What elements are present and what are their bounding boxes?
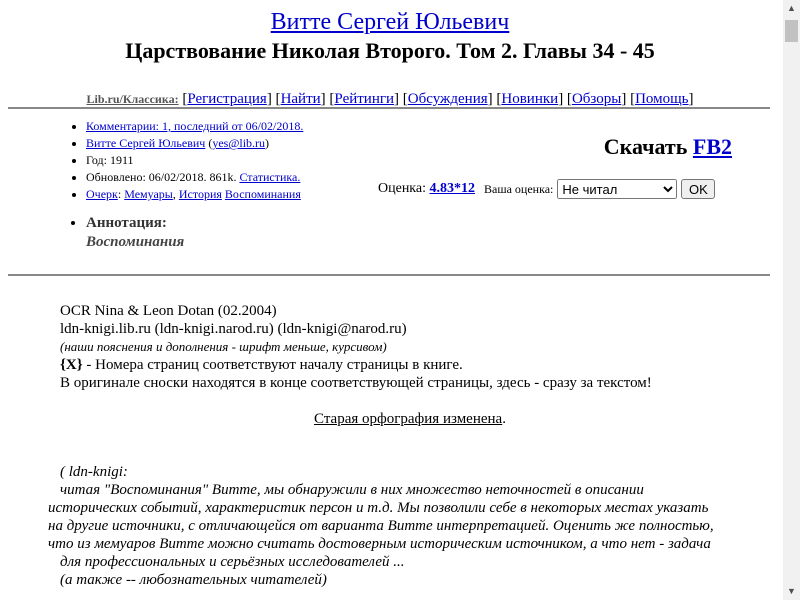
top-navigation: Lib.ru/Классика: [Регистрация] [Найти] [Рейтинги] [Обсуждения] [Новинки] [Обзоры] [Помощь]	[86, 91, 694, 107]
rating-ok-button[interactable]: OK	[681, 179, 715, 199]
separator-top	[8, 107, 770, 109]
nav-help[interactable]: Помощь	[635, 91, 689, 107]
year-text: Год: 1911	[86, 153, 134, 167]
pages-note	[60, 356, 760, 374]
site-credit: ldn-knigi.lib.ru (ldn-knigi.narod.ru) (ldn-knigi@narod.ru)	[60, 321, 407, 337]
download-block	[604, 134, 732, 160]
book-title: Царствование Николая Второго. Том 2. Главы 34 - 45	[125, 38, 655, 63]
your-rating-label: Ваша оценка:	[484, 181, 554, 196]
footnotes-note: В оригинале сноски находятся в конце соответствующей страницы, здесь - сразу за текстом!	[60, 375, 652, 391]
quote-line: исторических событий, характеристик персон и т.д. Мы позволили себе в некоторых местах указать	[48, 500, 709, 516]
genre-link-recollections[interactable]: Воспоминания	[224, 187, 301, 201]
ocr-credit: OCR Nina & Leon Dotan (02.2004)	[60, 303, 277, 319]
your-rating-select[interactable]	[557, 179, 677, 199]
nav-ratings[interactable]: Рейтинги	[334, 91, 395, 107]
nav-reviews[interactable]: Обзоры	[571, 91, 622, 107]
info-list	[48, 118, 386, 252]
info-author-link[interactable]: Витте Сергей Юльевич	[86, 136, 206, 150]
comments-link[interactable]: Комментарии: 1, последний от 06/02/2018.	[86, 119, 304, 133]
nav-search[interactable]: Найти	[280, 91, 321, 107]
quote-line: ( ldn-knigi:	[60, 464, 128, 480]
genre-link-memoirs[interactable]: Мемуары	[124, 187, 173, 201]
pages-note-text: - Номера страниц соответствуют началу страницы в книге.	[82, 357, 463, 373]
author-link[interactable]: Витте Сергей Юльевич	[270, 9, 510, 35]
orthography-period: .	[502, 411, 506, 427]
nav-register[interactable]: Регистрация	[187, 91, 267, 107]
list-item: • Очерк: Мемуары, История Воспоминания	[86, 186, 386, 203]
scroll-up-arrow-icon[interactable]: ▲	[787, 3, 796, 13]
annotation-text: Воспоминания	[86, 234, 185, 250]
header	[0, 8, 780, 108]
genre-link-history[interactable]: История	[178, 187, 222, 201]
nav-new[interactable]: Новинки	[501, 91, 559, 107]
list-item	[86, 152, 386, 169]
quote-line: на другие источники, с отличающейся от варианта Витте интерпретацией. Оценить же полностью,	[48, 518, 714, 534]
brand	[86, 92, 178, 106]
annotation-item	[86, 214, 386, 252]
author-email-link[interactable]: yes@lib.ru	[212, 136, 266, 150]
vertical-scrollbar[interactable]	[783, 0, 800, 600]
list-item	[86, 169, 386, 186]
quote-line: читая "Воспоминания" Витте, мы обнаружили в них множество неточностей в описании	[60, 482, 644, 498]
list-item: • Витте Сергей Юльевич (yes@lib.ru)	[86, 135, 386, 152]
rating-label: Оценка:	[378, 181, 427, 196]
book-body-intro	[60, 302, 760, 428]
quote-line: для профессиональных и серьёзных исследователей ...	[60, 554, 405, 570]
scrollbar-thumb[interactable]	[785, 20, 798, 42]
stats-link[interactable]: Статистика.	[239, 170, 301, 184]
download-fb2-link[interactable]: FB2	[692, 134, 732, 159]
download-label: Скачать	[603, 134, 688, 159]
quote-line: (а также -- любознательных читателей)	[60, 572, 327, 588]
list-item	[86, 118, 386, 135]
quote-line: что из мемуаров Витте можно считать достоверным историческим источником, а что нет - задача	[48, 536, 711, 552]
updated-text: Обновлено: 06/02/2018. 861k.	[86, 170, 237, 184]
page-marker: {X}	[60, 357, 83, 373]
orthography-link[interactable]: Старая орфография изменена	[314, 411, 503, 427]
genre-link-essay[interactable]: Очерк	[86, 187, 118, 201]
note-text: (наши пояснения и дополнения - шрифт меньше, курсивом)	[60, 339, 387, 354]
brand-link[interactable]: Lib.ru/Классика:	[86, 92, 179, 106]
scroll-down-arrow-icon[interactable]: ▼	[787, 586, 796, 596]
orthography-line	[60, 410, 760, 428]
rating-block	[378, 179, 715, 199]
annotation-label: Аннотация:	[86, 215, 167, 231]
separator-middle	[8, 274, 770, 276]
ldn-knigi-note	[48, 463, 758, 589]
rating-value-link[interactable]: 4.83*12	[429, 181, 476, 196]
nav-discussions[interactable]: Обсуждения	[407, 91, 488, 107]
